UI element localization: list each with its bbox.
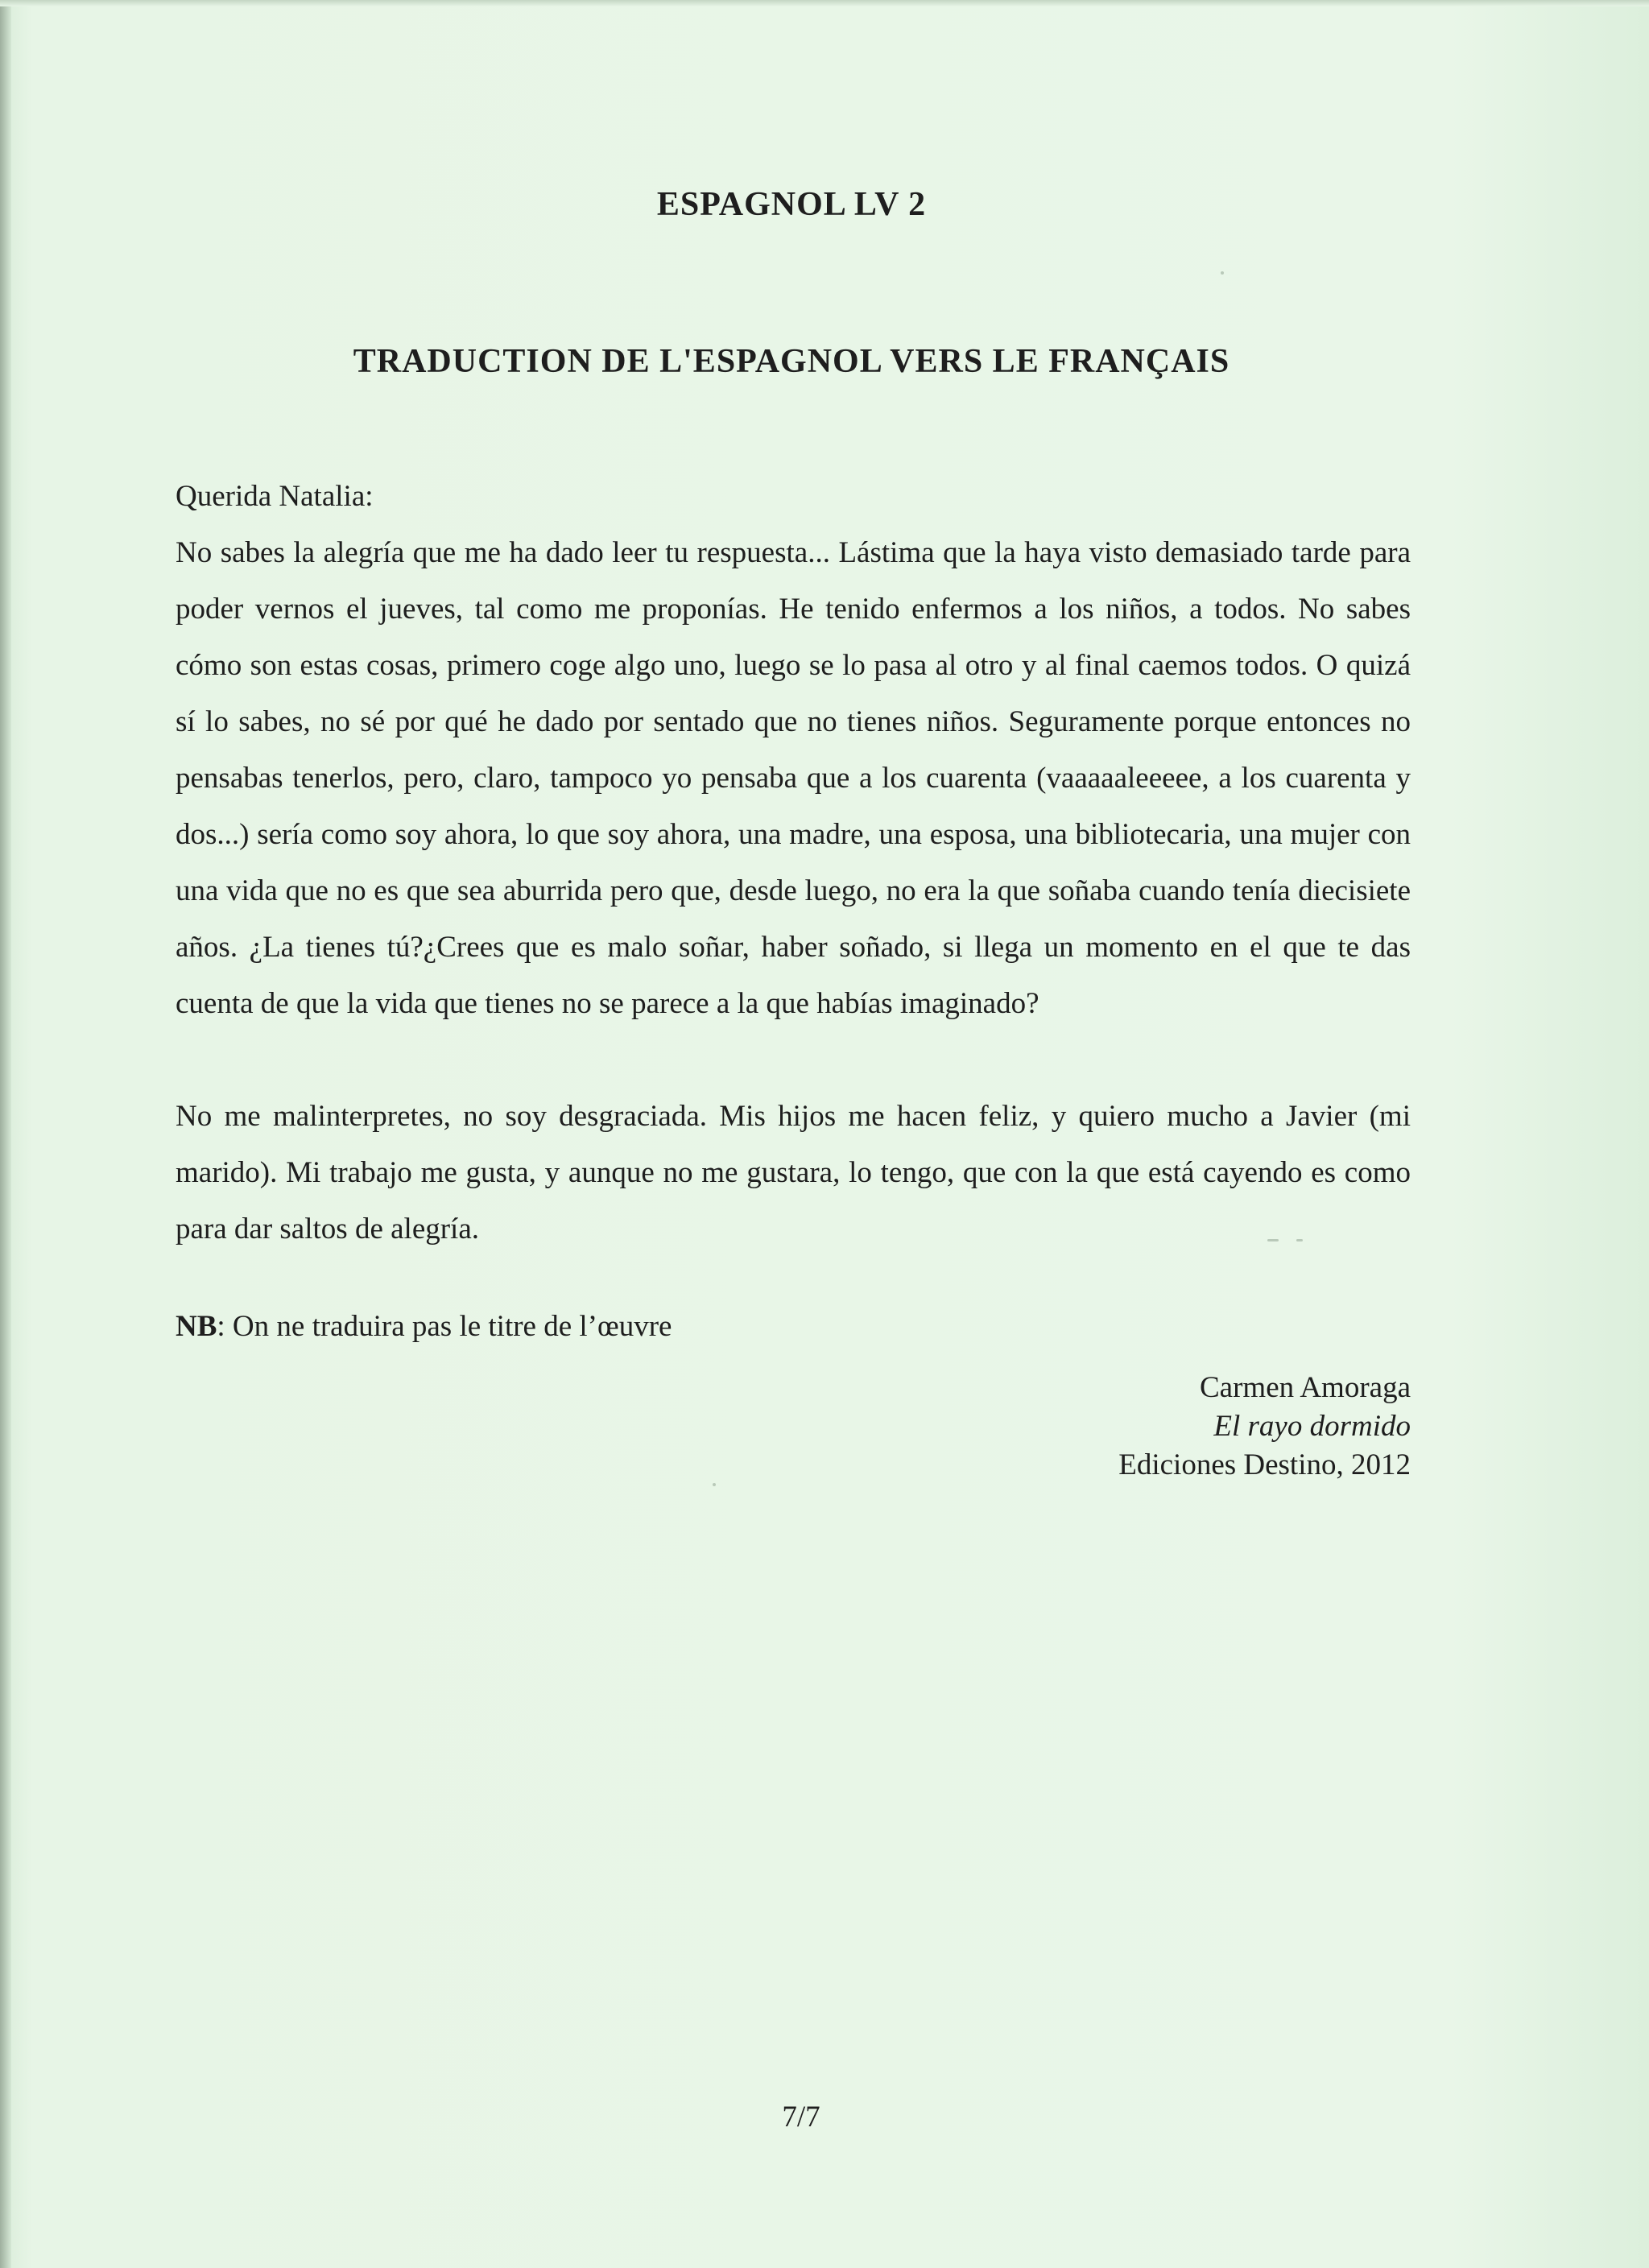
publisher-info: Ediciones Destino, 2012	[1118, 1448, 1411, 1481]
scan-left-edge	[0, 0, 11, 2268]
note-text: : On ne traduira pas le titre de l’œuvre	[217, 1310, 672, 1343]
letter-paragraph-1: No sabes la alegría que me ha dado leer tu respuesta... Lástima que la haya visto demasiado tarde para poder vernos el jueves, tal como me proponías. He tenido enfermos a los niños, a todos. No sabes cómo son estas cosas, primero coge algo uno, luego se lo pasa al otro y al final caemos todos. O quizá sí lo sabes, no sé por qué he dado por sentado que no tienes niños. Seguramente porque entonces no pensabas tenerlos, pero, claro, tampoco yo pensaba que a los cuarenta (vaaaaaleeeee, a los cuarenta y dos...) sería como soy ahora, lo que soy ahora, una madre, una esposa, una bibliotecaria, una mujer con una vida que no es que sea aburrida pero que, desde luego, no era la que soñaba cuando tenía diecisiete años. ¿La tienes tú?¿Crees que es malo soñar, haber soñado, si llega un momento en el que te das cuenta de que la vida que tienes no se parece a la que habías imaginado?	[176, 536, 1411, 1020]
letter-paragraph-2: No me malinterpretes, no soy desgraciada. Mis hijos me hacen feliz, y quiero mucho a Javier (mi marido). Mi trabajo me gusta, y aunque no me gustara, lo tengo, que con la que está cayendo es como para dar saltos de alegría.	[176, 1100, 1411, 1246]
scan-speck	[713, 1483, 716, 1486]
author-name: Carmen Amoraga	[1200, 1371, 1411, 1404]
scan-speck	[1221, 271, 1224, 275]
translation-note	[176, 1309, 672, 1344]
page-number: 7/7	[782, 2101, 820, 2134]
scan-speck	[1267, 1239, 1279, 1241]
scan-speck	[1296, 1239, 1303, 1241]
subject-heading: ESPAGNOL LV 2	[656, 186, 927, 223]
exercise-heading: TRADUCTION DE L'ESPAGNOL VERS LE FRANÇAIS	[353, 343, 1230, 380]
source-attribution	[1118, 1369, 1411, 1485]
scan-top-edge	[0, 0, 1649, 6]
work-title: El rayo dormido	[1213, 1410, 1411, 1443]
letter-greeting: Querida Natalia:	[176, 480, 374, 513]
note-label: NB	[176, 1310, 217, 1343]
